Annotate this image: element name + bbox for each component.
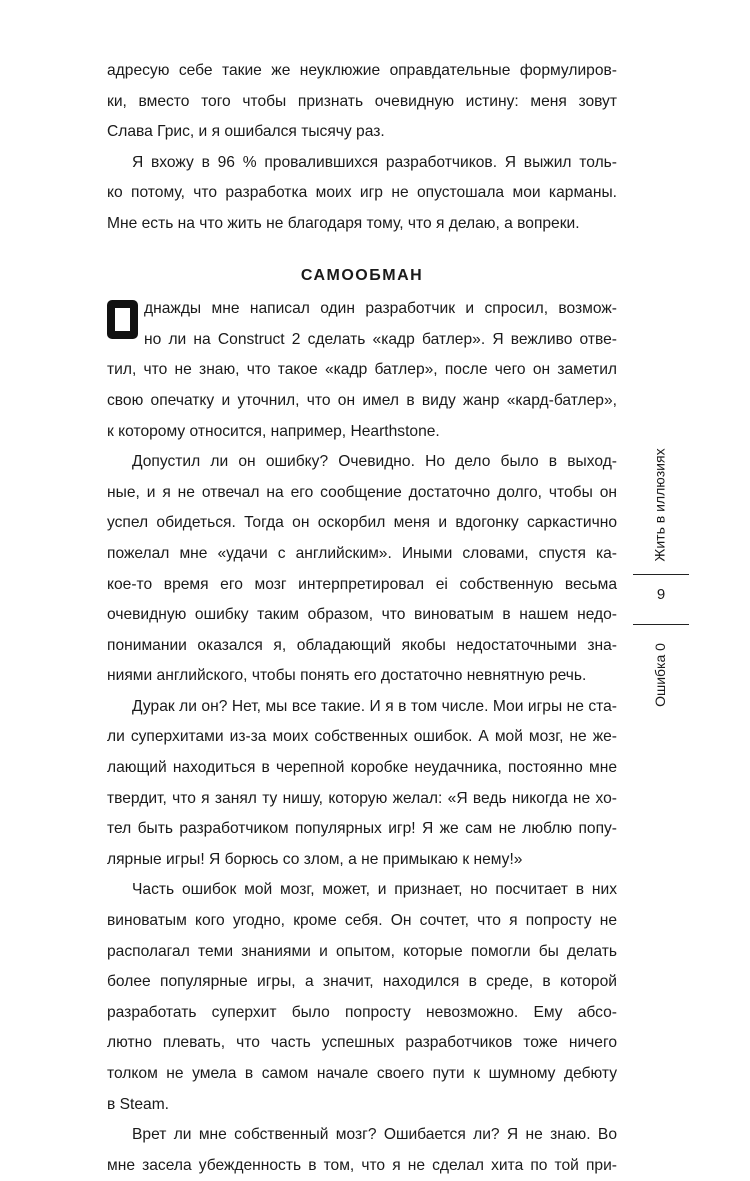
text-line: ки, вместо того чтобы признать очевидную истину: меня зовут xyxy=(107,92,617,110)
text-line: Врет ли мне собственный мозг? Ошибается ли? Я не знаю. Во xyxy=(132,1126,617,1144)
text-line: ниями английского, чтобы понять его достаточно невнятную речь. xyxy=(107,667,587,685)
text-line: разработать суперхит было попросту невозможно. Ему абсо- xyxy=(107,1003,617,1021)
text-line: тил, что не знаю, что такое «кадр батлер», после чего он заметил xyxy=(107,361,617,379)
chapter-title-text: Жить в иллюзиях xyxy=(652,448,668,562)
sidebar-divider xyxy=(633,574,689,575)
book-part-title xyxy=(643,630,677,720)
text-line: Слава Грис, и я ошибался тысячу раз. xyxy=(107,123,385,141)
text-line: ко потому, что разработка моих игр не опустошала мои карманы. xyxy=(107,184,617,202)
text-line: толком не умела в самом начале своего пути к шумному дебюту xyxy=(107,1065,617,1082)
text-line: ные, и я не отвечал на его сообщение достаточно долго, чтобы он xyxy=(107,483,617,501)
text-line: лютно плевать, что часть успешных разработчиков тоже ничего xyxy=(107,1034,617,1052)
text-line: располагал теми знаниями и опытом, которые помогли бы делать xyxy=(107,942,617,960)
text-line: свою опечатку и уточнил, что он имел в виду жанр «кард-батлер», xyxy=(107,391,617,409)
text-line: в Steam. xyxy=(107,1095,170,1113)
text-line: лярные игры! Я борюсь со злом, а не примыкаю к нему!» xyxy=(107,850,523,868)
book-part-text: Ошибка 0 xyxy=(652,643,669,707)
text-line: мне засела убежденность в том, что я не сделал хита по той при- xyxy=(107,1156,617,1174)
text-line: днажды мне написал один разработчик и спросил, возмож- xyxy=(144,300,617,318)
text-line: к которому относится, например, Hearthstone. xyxy=(107,422,440,440)
text-line: очевидную ошибку таким образом, что виноватым в нашем недо- xyxy=(107,606,617,624)
page-text xyxy=(107,56,617,1181)
text-line: кое-то время его мозг интерпретировал ei собственную весьма xyxy=(107,575,617,593)
chapter-title xyxy=(643,440,677,570)
text-line: более популярные игры, а значит, находился в среде, в которой xyxy=(107,973,617,991)
text-line: тел быть разработчиком популярных игр! Я же сам не люблю попу- xyxy=(107,820,617,838)
text-line: адресую себе такие же неуклюжие оправдательные формулиров- xyxy=(107,62,617,79)
text-line: лающий находиться в черепной коробке неудачника, постоянно мне xyxy=(107,759,617,777)
text-line: успел обидеться. Тогда он оскорбил меня и вдогонку саркастично xyxy=(107,514,617,532)
text-line: Я вхожу в 96 % провалившихся разработчиков. Я выжил толь- xyxy=(132,153,617,171)
sidebar-divider xyxy=(633,624,689,625)
text-line: твердит, что я занял ту нишу, которую желал: «Я ведь никогда не хо- xyxy=(107,789,617,807)
text-line: Допустил ли он ошибку? Очевидно. Но дело было в выход- xyxy=(132,453,617,471)
text-line: Мне есть на что жить не благодаря тому, что я делаю, а вопреки. xyxy=(107,214,580,232)
drop-cap-letter xyxy=(107,300,138,339)
text-line: понимании оказался я, обладающий якобы недостаточными зна- xyxy=(107,636,617,654)
drop-cap-paragraph xyxy=(107,294,617,355)
text-line: пожелал мне «удачи с английским». Иными словами, спустя ка- xyxy=(107,544,617,562)
section-heading: САМООБМАН xyxy=(300,266,424,284)
text-line: Часть ошибок мой мозг, может, и признает, но посчитает в них xyxy=(132,881,617,899)
text-line: Дурак ли он? Нет, мы все такие. И я в том числе. Мои игры не ста- xyxy=(132,697,617,715)
text-line: но ли на Construct 2 сделать «кадр батлер». Я вежливо отве- xyxy=(144,330,617,348)
text-line: ли суперхитами из-за моих собственных ошибок. А мой мозг, не же- xyxy=(107,728,617,746)
page-sidebar xyxy=(633,440,689,720)
page-number: 9 xyxy=(656,586,666,603)
text-line: виноватым кого угодно, кроме себя. Он сочтет, что я попросту не xyxy=(107,912,617,930)
